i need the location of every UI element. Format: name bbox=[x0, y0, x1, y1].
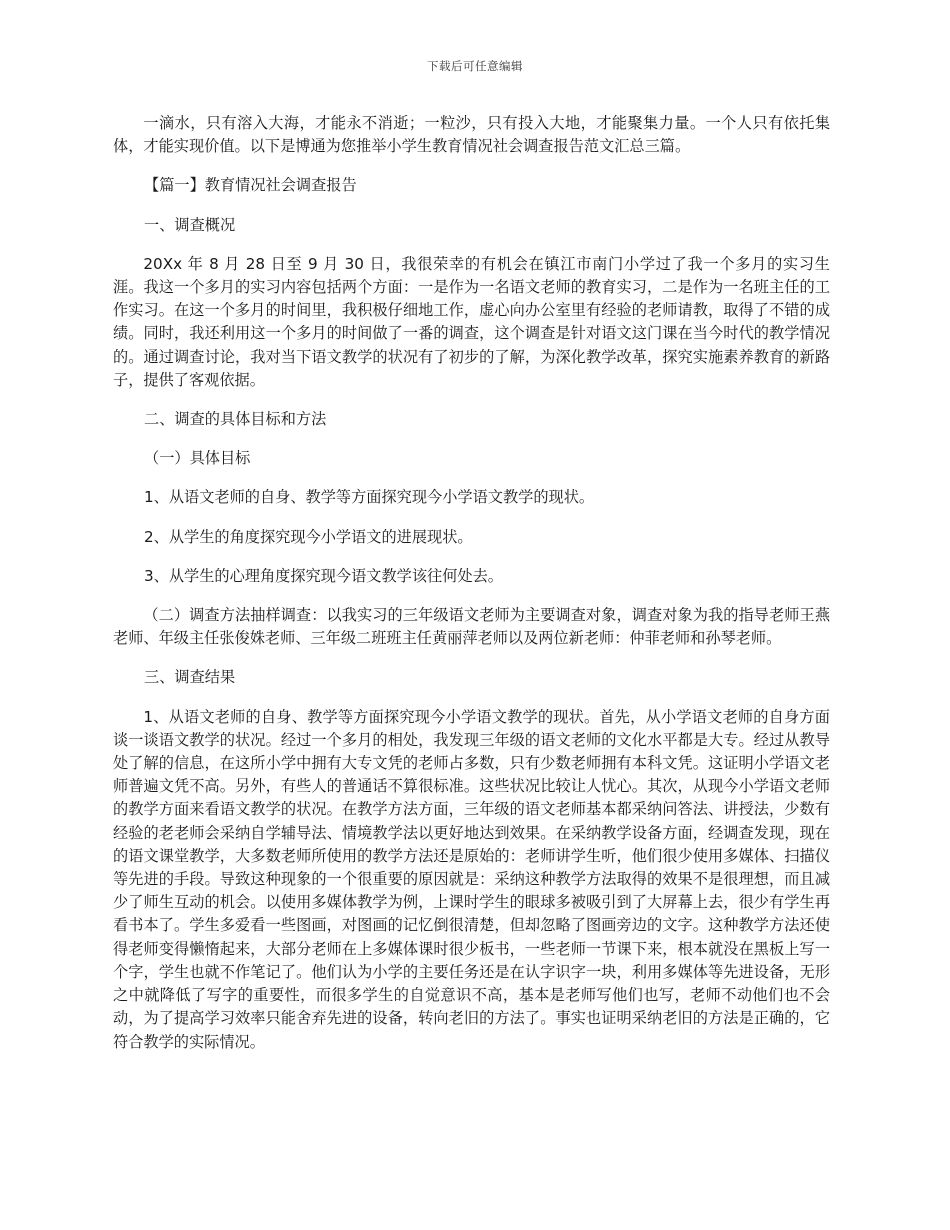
goal-item-1: 1、从语文老师的自身、教学等方面探究现今小学语文教学的现状。 bbox=[144, 488, 595, 507]
section2-heading: 二、调查的具体目标和方法 bbox=[144, 410, 327, 429]
goal-item-3: 3、从学生的心理角度探究现今语文教学该往何处去。 bbox=[144, 566, 503, 585]
part1-title: 【篇一】教育情况社会调查报告 bbox=[144, 176, 357, 195]
document-body bbox=[113, 112, 830, 1054]
section3-heading: 三、调查结果 bbox=[144, 668, 236, 687]
subsection1-heading: （一）具体目标 bbox=[144, 449, 251, 468]
section1-heading: 一、调查概况 bbox=[144, 215, 236, 234]
section3-body: 1、从语文老师的自身、教学等方面探究现今小学语文教学的现状。首先，从小学语文老师的自身方面谈一谈语文教学的状况。经过一个多月的相处，我发现三年级的语文老师的文化水平都是大专。经过从教导处了解的信息，在这所小学中拥有大专文凭的老师占多数，只有少数老师拥有本科文凭。这证明小学语文老师普遍文凭不高。另外，有些人的普通话不算很标准。这些状况比较让人忧心。其次，从现今小学语文老师的教学方面来看语文教学的状况。在教学方法方面，三年级的语文老师基本都采纳问答法、讲授法，少数有经验的老老师会采纳自学辅导法、情境教学法以更好地达到效果。在采纳教学设备方面，经调查发现，现在的语文课堂教学，大多数老师所使用的教学方法还是原始的：老师讲学生听，他们很少使用多媒体、扫描仪等先进的手段。导致这种现象的一个很重要的原因就是：采纳这种教学方法取得的效果不是很理想，而且减少了师生互动的机会。以使用多媒体教学为例，上课时学生的眼球多被吸引到了大屏幕上去，很少有学生再看书本了。学生多爱看一些图画，对图画的记忆倒很清楚，但却忽略了图画旁边的文字。这种教学方法还使得老师变得懒惰起来，大部分老师在上多媒体课时很少板书，一些老师一节课下来，根本就没在黑板上写一个字，学生也就不作笔记了。他们认为小学的主要任务还是在认字识字一块，利用多媒体等先进设备，无形之中就降低了写字的重要性，而很多学生的自觉意识不高，基本是老师写他们也写，老师不动他们也不会动，为了提高学习效率只能舍弃先进的设备，转向老旧的方法了。事实也证明采纳老旧的方法是正确的，它符合教学的实际情况。 bbox=[113, 707, 830, 1051]
section1-body: 20Xx 年 8 月 28 日至 9 月 30 日，我很荣幸的有机会在镇江市南门小学过了我一个多月的实习生涯。我这一个多月的实习内容包括两个方面：一是作为一名语文老师的教育实习，二是作为一名班主任的工作实习。在这一个多月的时间里，我积极仔细地工作，虚心向办公室里有经验的老师请教，取得了不错的成绩。同时，我还利用这一个多月的时间做了一番的调查，这个调查是针对语文这门课在当今时代的教学情况的。通过调查讨论，我对当下语文教学的状况有了初步的了解，为深化教学改革，探究实施素养教育的新路子，提供了客观依据。 bbox=[113, 254, 830, 389]
goal-item-2: 2、从学生的角度探究现今小学语文的进展现状。 bbox=[144, 527, 473, 546]
subsection2-body: （二）调查方法抽样调查：以我实习的三年级语文老师为主要调查对象，调查对象为我的指导老师王燕老师、年级主任张俊姝老师、三年级二班班主任黄丽萍老师以及两位新老师：仲菲老师和孙琴老师。 bbox=[113, 606, 830, 648]
intro-paragraph: 一滴水，只有溶入大海，才能永不消逝；一粒沙，只有投入大地，才能聚集力量。一个人只有依托集体，才能实现价值。以下是博通为您推举小学生教育情况社会调查报告范文汇总三篇。 bbox=[113, 114, 830, 156]
page-header: 下载后可任意编辑 bbox=[427, 59, 523, 73]
